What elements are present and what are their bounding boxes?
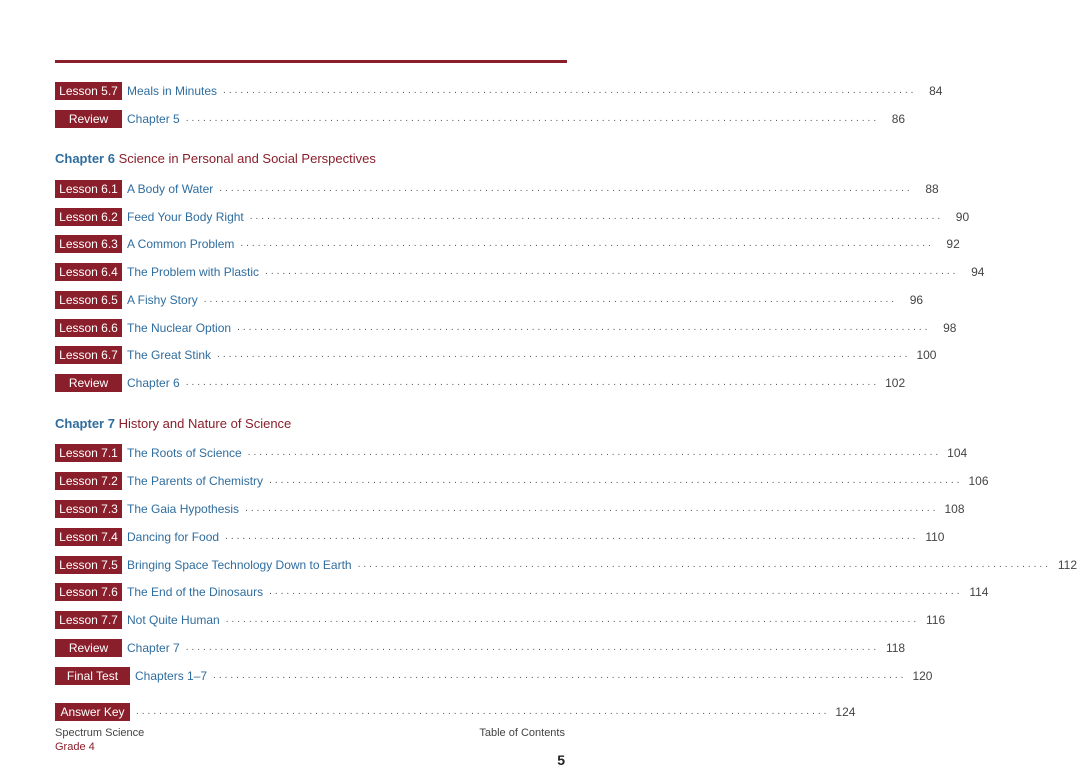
book-title: Spectrum Science (55, 727, 145, 739)
entry-title[interactable]: The Problem with Plastic (127, 265, 260, 279)
chapter-name: Science in Personal and Social Perspectives (118, 151, 376, 166)
lesson-badge: Lesson 6.3 (55, 235, 122, 253)
grade-label: Grade 4 (55, 741, 95, 753)
dot-leader: ........................................................................................................................ (225, 614, 920, 625)
chapter-heading (55, 416, 291, 431)
entry-title[interactable]: A Fishy Story (127, 293, 198, 307)
toc-entry[interactable] (55, 235, 960, 253)
dot-leader: ........................................................................................................................ (249, 211, 944, 222)
entry-title[interactable]: Not Quite Human (127, 613, 220, 627)
toc-entry[interactable] (55, 110, 906, 128)
toc-entry[interactable] (55, 583, 989, 601)
page-ref: 86 (891, 112, 906, 126)
page-ref: 90 (955, 210, 970, 224)
entry-title[interactable]: The End of the Dinosaurs (127, 585, 264, 599)
dot-leader: ........................................................................................................................ (217, 349, 911, 360)
lesson-badge: Lesson 7.5 (55, 556, 122, 574)
dot-leader: ........................................................................................................................ (269, 475, 963, 486)
dot-leader: ........................................................................................................................ (247, 447, 942, 458)
lesson-badge: Lesson 6.1 (55, 180, 122, 198)
dot-leader: ........................................................................................................................ (203, 294, 898, 305)
lesson-badge: Review (55, 639, 122, 657)
top-rule (55, 60, 567, 63)
page-ref: 100 (916, 348, 937, 362)
entry-title[interactable]: A Body of Water (127, 182, 214, 196)
entry-title[interactable]: Feed Your Body Right (127, 210, 244, 224)
toc-entry[interactable] (55, 556, 1077, 574)
lesson-badge: Lesson 6.5 (55, 291, 122, 309)
toc-entry[interactable] (55, 611, 946, 629)
toc-entry[interactable] (55, 472, 989, 490)
page-ref: 124 (835, 705, 856, 719)
page-ref: 92 (946, 237, 960, 251)
toc-entry[interactable] (55, 528, 945, 546)
dot-leader: ........................................................................................................................ (185, 377, 880, 388)
entry-title[interactable]: Chapter 6 (127, 376, 180, 390)
lesson-badge: Final Test (55, 667, 130, 685)
entry-title[interactable]: The Nuclear Option (127, 321, 232, 335)
dot-leader: ........................................................................................................................ (240, 238, 934, 249)
toc-entry[interactable] (55, 263, 985, 281)
lesson-badge: Lesson 7.7 (55, 611, 122, 629)
page-ref: 120 (912, 669, 933, 683)
dot-leader: ........................................................................................................................ (223, 85, 917, 96)
dot-leader: ........................................................................................................................ (219, 183, 913, 194)
dot-leader: ........................................................................................................................ (237, 322, 931, 333)
toc-entry[interactable] (55, 703, 856, 721)
lesson-badge: Lesson 7.2 (55, 472, 122, 490)
toc-entry[interactable] (55, 346, 937, 364)
entry-title[interactable]: A Common Problem (127, 237, 235, 251)
dot-leader: ........................................................................................................................ (357, 559, 1051, 570)
toc-entry[interactable] (55, 500, 965, 518)
page-ref: 94 (971, 265, 985, 279)
entry-title[interactable]: Chapters 1–7 (135, 669, 208, 683)
entry-title[interactable]: The Roots of Science (127, 446, 242, 460)
footer-section-label: Table of Contents (479, 727, 565, 739)
dot-leader: ........................................................................................................................ (185, 113, 880, 124)
page-ref: 114 (969, 585, 989, 599)
page-ref: 110 (925, 530, 945, 544)
entry-title[interactable]: The Gaia Hypothesis (127, 502, 240, 516)
chapter-number: Chapter 6 (55, 151, 115, 166)
entry-title[interactable]: The Great Stink (127, 348, 212, 362)
chapter-name: History and Nature of Science (118, 416, 292, 431)
entry-title[interactable]: Chapter 7 (127, 641, 180, 655)
page-ref: 96 (909, 293, 924, 307)
toc-entry[interactable] (55, 180, 939, 198)
entry-title[interactable]: The Parents of Chemistry (127, 474, 264, 488)
chapter-heading (55, 151, 376, 166)
toc-entry[interactable] (55, 82, 943, 100)
toc-entry[interactable] (55, 208, 970, 226)
dot-leader: ........................................................................................................................ (245, 503, 939, 514)
lesson-badge: Lesson 6.4 (55, 263, 122, 281)
toc-entry[interactable] (55, 319, 957, 337)
page-ref: 118 (885, 641, 906, 655)
lesson-badge: Lesson 7.6 (55, 583, 122, 601)
footer-left (55, 727, 144, 753)
page-ref: 98 (943, 321, 957, 335)
dot-leader: ........................................................................................................................ (185, 642, 880, 653)
toc-entry[interactable] (55, 444, 968, 462)
lesson-badge: Lesson 6.6 (55, 319, 122, 337)
toc-entry[interactable] (55, 291, 924, 309)
lesson-badge: Lesson 6.7 (55, 346, 122, 364)
page-ref: 88 (925, 182, 939, 196)
chapter-number: Chapter 7 (55, 416, 115, 431)
dot-leader: ........................................................................................................................ (225, 531, 919, 542)
page-number: 5 (557, 752, 565, 768)
entry-title[interactable]: Dancing for Food (127, 530, 220, 544)
lesson-badge: Lesson 7.3 (55, 500, 122, 518)
entry-title[interactable]: Meals in Minutes (127, 84, 218, 98)
dot-leader: ........................................................................................................................ (136, 706, 830, 717)
lesson-badge: Lesson 7.1 (55, 444, 122, 462)
dot-leader: ........................................................................................................................ (269, 586, 963, 597)
entry-title[interactable]: Chapter 5 (127, 112, 180, 126)
dot-leader: ........................................................................................................................ (265, 266, 959, 277)
page-ref: 102 (885, 376, 906, 390)
page-ref: 116 (925, 613, 946, 627)
page-ref: 112 (1057, 558, 1077, 572)
page-ref: 108 (944, 502, 965, 516)
lesson-badge: Answer Key (55, 703, 130, 721)
toc-entry[interactable] (55, 639, 906, 657)
lesson-badge: Lesson 7.4 (55, 528, 122, 546)
lesson-badge: Lesson 5.7 (55, 82, 122, 100)
lesson-badge: Review (55, 110, 122, 128)
toc-entry[interactable] (55, 374, 906, 392)
page-ref: 106 (968, 474, 989, 488)
dot-leader: ........................................................................................................................ (213, 670, 907, 681)
page-ref: 84 (929, 84, 943, 98)
lesson-badge: Lesson 6.2 (55, 208, 122, 226)
page-ref: 104 (947, 446, 968, 460)
lesson-badge: Review (55, 374, 122, 392)
toc-entry[interactable] (55, 667, 933, 685)
entry-title[interactable]: Bringing Space Technology Down to Earth (127, 558, 352, 572)
